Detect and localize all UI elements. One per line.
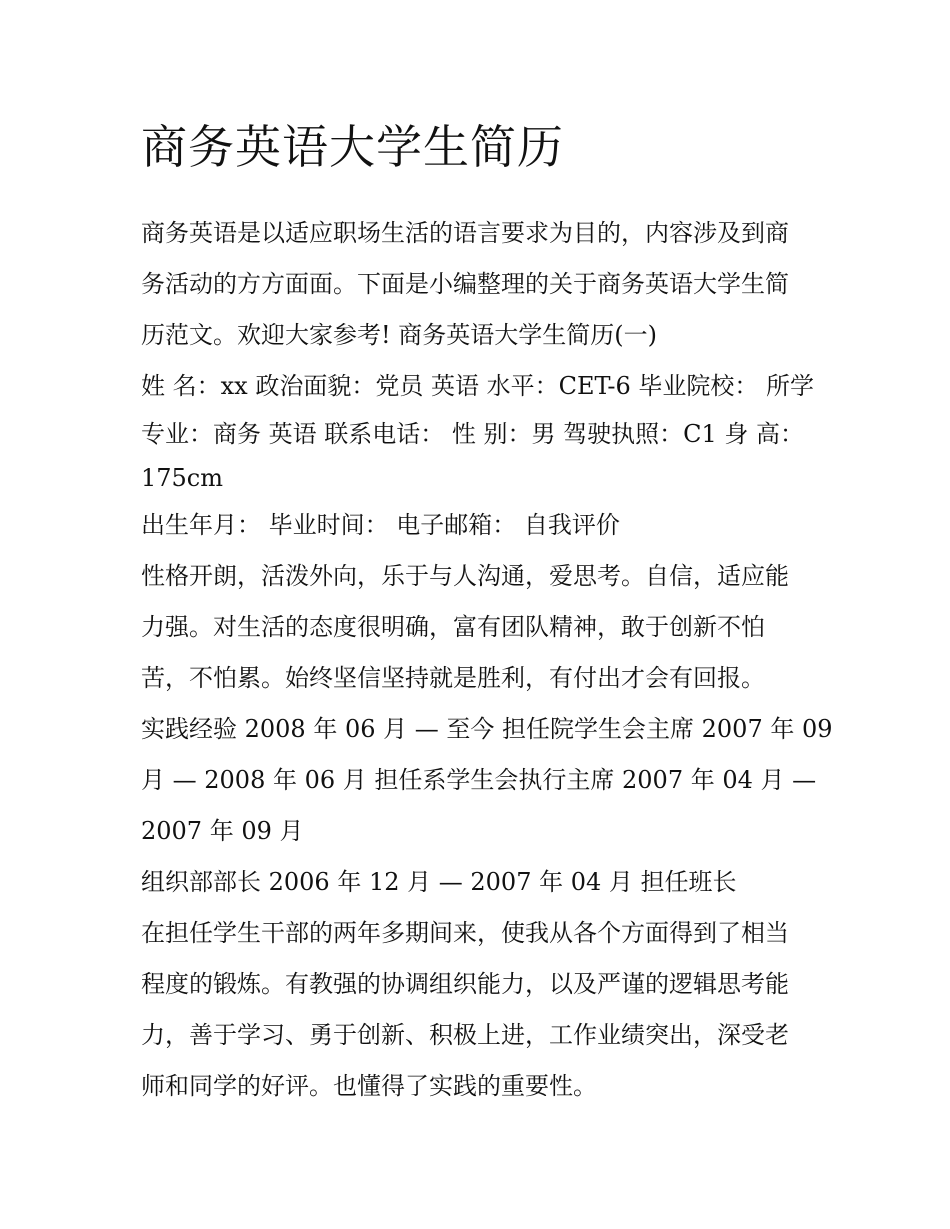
personal-info-paragraph-2 [141,500,813,551]
text-line: 月 — 2008 年 06 月 担任系学生会执行主席 2007 年 04 月 — [141,766,817,794]
text-line: 姓 名：xx 政治面貌：党员 英语 水平：CET-6 毕业院校： 所学 [141,372,815,400]
text-line: 力，善于学习、勇于创新、积极上进，工作业绩突出，深受老 [141,1021,789,1049]
text-line: 性格开朗，活泼外向，乐于与人沟通，爱思考。自信，适应能 [141,562,789,590]
text-line: 出生年月： 毕业时间： 电子邮箱： 自我评价 [141,511,620,539]
text-line: 175cm [141,464,224,492]
intro-paragraph [141,208,813,361]
document-title: 商务英语大学生简历 [141,120,564,174]
personal-info-paragraph [141,361,813,500]
text-line: 历范文。欢迎大家参考! 商务英语大学生简历(一) [141,321,657,349]
document-body [141,112,833,1112]
summary-paragraph [141,908,813,1112]
text-line: 在担任学生干部的两年多期间来，使我从各个方面得到了相当 [141,919,789,947]
text-line: 2007 年 09 月 [141,817,304,845]
self-evaluation-paragraph [141,551,813,704]
experience-paragraph-2 [141,857,813,908]
experience-paragraph [141,704,833,857]
text-line: 务活动的方方面面。下面是小编整理的关于商务英语大学生简 [141,270,789,298]
text-line: 力强。对生活的态度很明确，富有团队精神，敢于创新不怕 [141,613,765,641]
text-line: 商务英语是以适应职场生活的语言要求为目的，内容涉及到商 [141,219,789,247]
text-line: 师和同学的好评。也懂得了实践的重要性。 [141,1072,597,1100]
text-line: 程度的锻炼。有教强的协调组织能力，以及严谨的逻辑思考能 [141,970,789,998]
text-line: 实践经验 2008 年 06 月 — 至今 担任院学生会主席 2007 年 09 [141,715,833,743]
text-line: 苦，不怕累。始终坚信坚持就是胜利，有付出才会有回报。 [141,664,765,692]
text-line: 组织部部长 2006 年 12 月 — 2007 年 04 月 担任班长 [141,868,737,896]
text-line: 专业：商务 英语 联系电话： 性 别：男 驾驶执照：C1 身 高： [141,420,805,448]
